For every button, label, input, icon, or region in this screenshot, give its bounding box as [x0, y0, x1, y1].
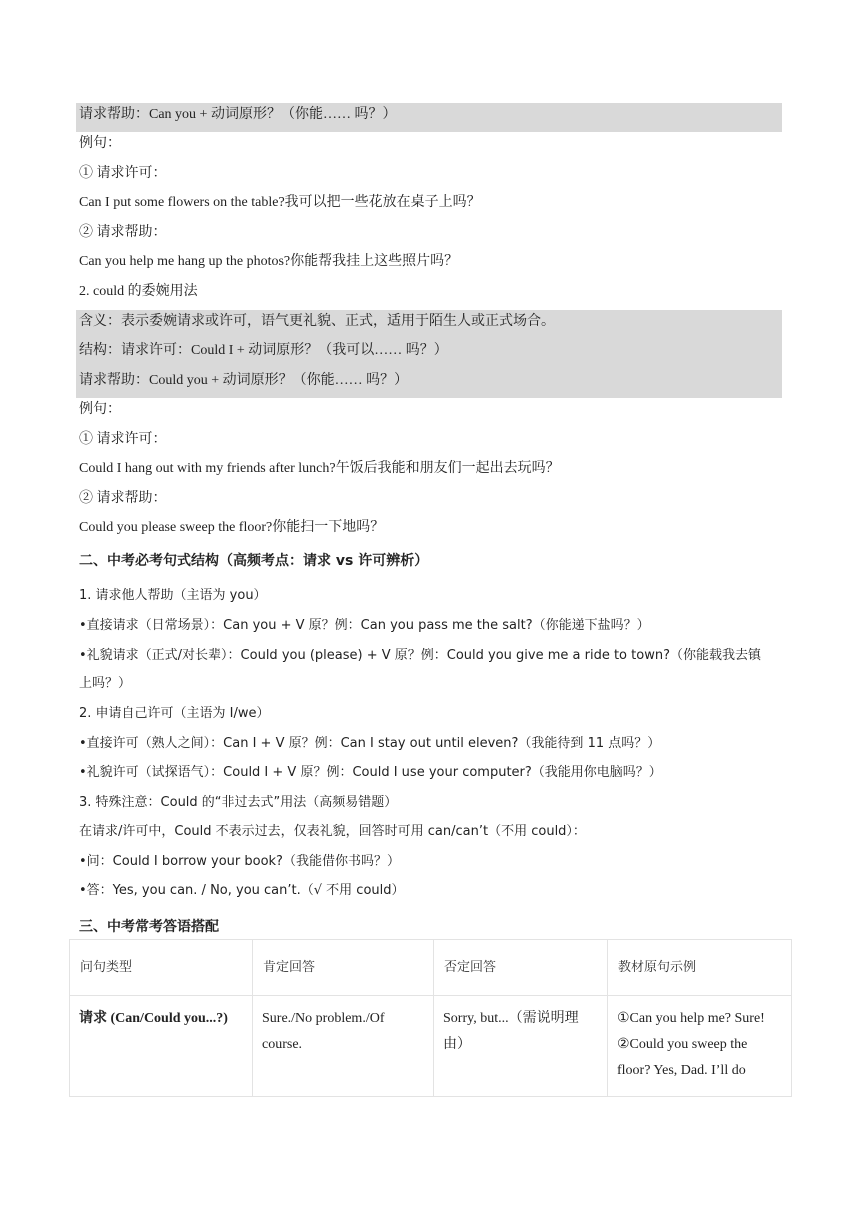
could-meaning: 含义：表示委婉请求或许可，语气更礼貌、正式，适用于陌生人或正式场合。 [79, 314, 555, 329]
bullet-line: •问：Could I borrow your book?（我能借你书吗？） [79, 854, 400, 869]
item-title: 1. 请求他人帮助（主语为 you） [79, 588, 267, 603]
bullet-line: •礼貌请求（正式/对长辈）：Could you (please) + V 原？例：Could you give me a ride to town?（你能载我去镇 [79, 648, 761, 663]
table-header-row [70, 940, 792, 996]
help-label: ② 请求帮助： [79, 225, 167, 240]
permission-label: ① 请求许可： [79, 432, 167, 447]
example-label: 例句： [79, 136, 121, 151]
bullet-line: •直接请求（日常场景）：Can you + V 原？例：Can you pass me the salt?（你能递下盐吗？） [79, 618, 650, 633]
table-header-cell: 问句类型 [70, 940, 253, 996]
example-sentence: Can I put some flowers on the table?我可以把一些花放在桌子上吗？ [79, 195, 481, 210]
question-type-cell: 请求 (Can/Could you...?) [70, 996, 253, 1097]
note-line: 在请求/许可中，Could 不表示过去，仅表礼貌，回答时可用 can/can’t（不用 could）： [79, 824, 586, 839]
section-heading: 二、中考必考句式结构（高频考点：请求 vs 许可辨析） [79, 553, 429, 569]
subsection-title: 2. could 的委婉用法 [79, 284, 198, 299]
answer-table [69, 939, 792, 1097]
item-title: 2. 申请自己许可（主语为 I/we） [79, 706, 270, 721]
positive-answer-cell: Sure./No problem./Of course. [253, 996, 434, 1097]
example-label: 例句： [79, 402, 121, 417]
example-sentence: Can you help me hang up the photos?你能帮我挂上这些照片吗？ [79, 254, 459, 269]
section-heading: 三、中考常考答语搭配 [79, 919, 219, 935]
bullet-line: •直接许可（熟人之间）：Can I + V 原？例：Can I stay out until eleven?（我能待到 11 点吗？） [79, 736, 661, 751]
bullet-line: •礼貌许可（试探语气）：Could I + V 原？例：Could I use your computer?（我能用你电脑吗？） [79, 765, 662, 780]
table-header-cell: 肯定回答 [253, 940, 434, 996]
item-title: 3. 特殊注意：Could 的“非过去式”用法（高频易错题） [79, 795, 398, 810]
can-help-structure: 请求帮助：Can you + 动词原形？（你能…… 吗？） [79, 107, 397, 122]
bullet-line-continued: 上吗？） [79, 676, 132, 691]
table-header-cell: 否定回答 [434, 940, 608, 996]
help-label: ② 请求帮助： [79, 491, 167, 506]
example-sentence: Could you please sweep the floor?你能扫一下地吗？ [79, 520, 385, 535]
table-header-cell: 教材原句示例 [608, 940, 792, 996]
negative-answer-cell: Sorry, but...（需说明理由） [434, 996, 608, 1097]
example-cell: ①Can you help me? Sure!②Could you sweep the floor? Yes, Dad. I’ll do [608, 996, 792, 1097]
table-row [70, 996, 792, 1097]
bullet-line: •答：Yes, you can. / No, you can’t.（√ 不用 could） [79, 883, 405, 898]
permission-label: ① 请求许可： [79, 166, 167, 181]
could-permission-structure: 结构：请求许可：Could I + 动词原形？（我可以…… 吗？） [79, 343, 448, 358]
could-help-structure: 请求帮助：Could you + 动词原形？（你能…… 吗？） [79, 373, 409, 388]
example-sentence: Could I hang out with my friends after lunch?午饭后我能和朋友们一起出去玩吗？ [79, 461, 560, 476]
